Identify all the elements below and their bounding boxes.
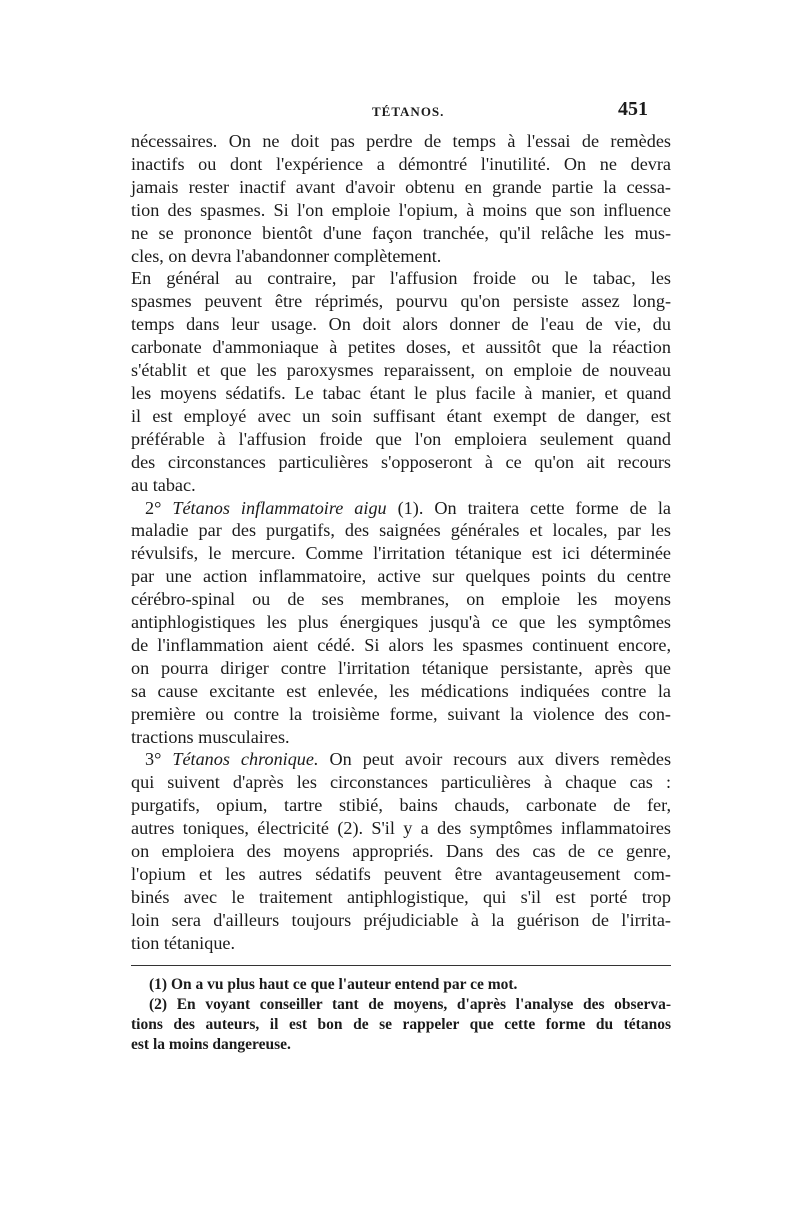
footnote-line: (2) En voyant conseiller tant de moyens, d'après l'analyse des observa- [149,996,671,1013]
section-line-rest: (1). On traitera cette forme de la [397,497,672,518]
text-line: En général au contraire, par l'affusion froide ou le tabac, les [131,268,671,289]
text-line: on emploiera des moyens appropriés. Dans des cas de ce genre, [131,841,671,862]
paragraph-4 [131,748,671,954]
footnote-1 [131,975,671,995]
footnote-line: tions des auteurs, il est bon de se rappeler que cette forme du tétanos [131,1016,671,1033]
section-title: Tétanos chronique. [172,749,319,770]
text-line: carbonate d'ammoniaque à petites doses, et aussitôt que la réaction [131,337,671,358]
section-heading-line [131,748,671,771]
text-line: purgatifs, opium, tartre stibié, bains chauds, carbonate de fer, [131,795,671,816]
text-line: cles, on devra l'abandonner complètement. [131,245,442,266]
text-line: loin sera d'ailleurs toujours préjudiciable à la guérison de l'irrita- [131,909,671,930]
text-line: s'établit et que les paroxysmes reparaissent, on emploie de nouveau [131,360,671,381]
text-line: sa cause excitante est enlevée, les médications indiquées contre la [131,680,671,701]
section-title: Tétanos inflammatoire aigu [172,497,387,518]
text-line: l'opium et les autres sédatifs peuvent être avantageusement com- [131,864,671,884]
section-number: 3° [145,749,162,770]
page-number: 451 [618,98,648,120]
text-line: révulsifs, le mercure. Comme l'irritation tétanique est ici déterminée [131,543,671,564]
text-line: au tabac. [131,474,196,495]
text-line: préférable à l'affusion froide que l'on emploiera seulement quand [131,428,671,449]
paragraph-3 [131,497,671,749]
paragraph-1 [131,130,671,267]
text-line: autres toniques, électricité (2). S'il y a des symptômes inflammatoires [131,818,671,839]
section-number: 2° [145,497,162,518]
text-line: de l'inflammation aient cédé. Si alors les spasmes continuent encore, [131,634,671,655]
paragraph-2 [131,267,671,496]
footnote-line: (1) On a vu plus haut ce que l'auteur entend par ce mot. [149,976,518,993]
text-line: première ou contre la troisième forme, suivant la violence des con- [131,703,671,724]
text-line: inactifs ou dont l'expérience a démontré l'inutilité. On ne devra [131,153,671,174]
body-text [131,130,671,955]
text-line: tractions musculaires. [131,726,290,747]
section-line-rest: On peut avoir recours aux divers remèdes [329,749,672,770]
text-line: ne se prononce bientôt d'une façon tranchée, qu'il relâche les mus- [131,222,671,243]
text-line: cérébro-spinal ou de ses membranes, on emploie les moyens [131,589,671,610]
text-line: antiphlogistiques les plus énergiques jusqu'à ce que les symptômes [131,612,671,633]
footnote-line: est la moins dangereuse. [131,1036,291,1053]
text-line: on pourra diriger contre l'irritation tétanique persistante, après que [131,657,671,678]
section-heading-line [131,497,671,520]
footnote-2 [131,995,671,1055]
text-line: maladie par des purgatifs, des saignées générales et locales, par les [131,520,671,541]
footnote-rule [131,965,671,966]
text-line: binés avec le traitement antiphlogistique, qui s'il est porté trop [131,886,671,907]
footnotes [131,975,671,1055]
text-line: jamais rester inactif avant d'avoir obtenu en grande partie la cessa- [131,176,671,197]
text-line: nécessaires. On ne doit pas perdre de temps à l'essai de remèdes [131,131,671,151]
text-line: qui suivent d'après les circonstances particulières à chaque cas : [131,772,671,793]
text-line: par une action inflammatoire, active sur quelques points du centre [131,566,671,587]
running-head: TÉTANOS. [372,104,445,119]
text-line: les moyens sédatifs. Le tabac étant le plus facile à manier, et quand [131,382,671,403]
text-line: spasmes peuvent être réprimés, pourvu qu'on persiste assez long- [131,291,671,312]
text-line: tion tétanique. [131,932,236,953]
text-line: il est employé avec un soin suffisant étant exempt de danger, est [131,405,671,426]
text-line: tion des spasmes. Si l'on emploie l'opium, à moins que son influence [131,199,671,220]
text-line: temps dans leur usage. On doit alors donner de l'eau de vie, du [131,314,671,335]
text-line: des circonstances particulières s'opposeront à ce qu'on ait recours [131,451,671,472]
